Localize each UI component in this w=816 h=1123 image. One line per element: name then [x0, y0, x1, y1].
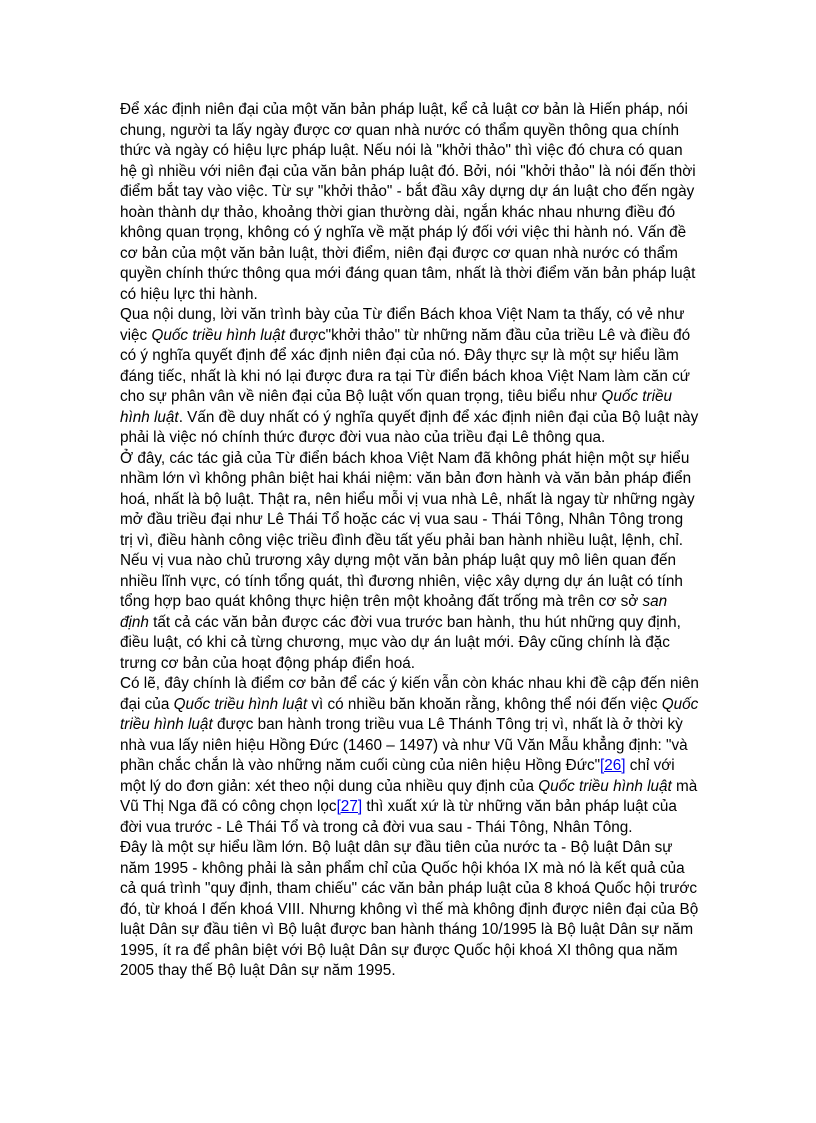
paragraph — [120, 305, 700, 449]
paragraph-text: thì xuất xứ là từ những văn bản pháp luật của đời vua trước - Lê Thái Tổ và trong cả đời vua sau - Thái Tông, Nhân Tông. — [120, 798, 677, 836]
paragraph-text: vì có nhiều băn khoăn rằng, không thể nói đến việc — [307, 695, 662, 713]
paragraph — [120, 674, 700, 838]
paragraph-text: chỉ với một lý do đơn giản: xét theo nội dung của nhiều quy định của — [120, 757, 675, 795]
paragraph-text: được"khởi thảo" từ những năm đầu của triều Lê và điều đó có ý nghĩa quyết định để xác định niên đại của nó. Đây thực sự là một sự hiểu lầm đáng tiếc, nhất là khi nó lại được đưa ra tại Từ điển bách khoa Việt Nam làm căn cứ cho sự phân vân về niên đại của Bộ luật vốn quan trọng, tiêu biểu như — [120, 326, 691, 405]
paragraph-text: tất cả các văn bản được các đời vua trước ban hành, thu hút những quy định, điều luật, có khi cả từng chương, mục vào dự án luật mới. Đây cũng chính là đặc trưng cơ bản của hoạt động pháp điển hoá. — [120, 613, 681, 672]
italic-title: Quốc triều hình luật — [173, 695, 308, 713]
paragraph-text: Có lẽ, đây chính là điểm cơ bản để các ý kiến vẫn còn khác nhau khi đề cập đến niên đại của — [120, 675, 699, 713]
document-body — [120, 100, 700, 982]
italic-title: Quốc triều hình luật — [120, 388, 672, 426]
paragraph — [120, 449, 700, 675]
paragraph-text: Đây là một sự hiểu lầm lớn. Bộ luật dân sự đầu tiên của nước ta - Bộ luật Dân sự năm 1995 - không phải là sản phẩm chỉ của Quốc hội khóa IX mà nó là kết quả của cả quá trình "quy định, tham chiếu" các văn bản pháp luật của 8 khoá Quốc hội trước đó, từ khoá I đến khoá VIII. Nhưng không vì thế mà không định được niên đại của Bộ luật Dân sự đầu tiên vì Bộ luật được ban hành tháng 10/1995 là Bộ luật Dân sự năm 1995, ít ra để phân biệt với Bộ luật Dân sự được Quốc hội khoá XI thông qua năm 2005 thay thế Bộ luật Dân sự năm 1995. — [120, 839, 699, 979]
paragraph-text: Ở đây, các tác giả của Từ điển bách khoa Việt Nam đã không phát hiện một sự hiểu nhầm lớn vì không phân biệt hai khái niệm: văn bản đơn hành và văn bản pháp điển hoá, nhất là bộ luật. Thật ra, nên hiểu mỗi vị vua nhà Lê, nhất là ngay từ những ngày mở đầu triều đại như Lê Thái Tổ hoặc các vị vua sau - Thái Tông, Nhân Tông trong trị vì, điều hành công việc triều đình đều tất yếu phải ban hành nhiều luật, lệnh, chỉ. Nếu vị vua nào chủ trương xây dựng một văn bản pháp luật quy mô liên quan đến nhiều lĩnh vực, có tính tổng quát, thì đương nhiên, việc xây dựng dự án luật có tính tổng hợp bao quát không thực hiện trên một khoảng đất trống mà trên cơ sở — [120, 449, 695, 610]
paragraph-text: được ban hành trong triều vua Lê Thánh Tông trị vì, nhất là ở thời kỳ nhà vua lấy niên hiệu Hồng Đức (1460 – 1497) và như Vũ Văn Mẫu khẳng định: "và phần chắc chắn là vào những năm cuối cùng của niên hiệu Hồng Đức" — [120, 716, 688, 774]
italic-title: Quốc triều hình luật — [120, 695, 699, 733]
paragraph-text: Để xác định niên đại của một văn bản pháp luật, kể cả luật cơ bản là Hiến pháp, nói chung, người ta lấy ngày được cơ quan nhà nước có thẩm quyền thông qua chính thức và ngày có hiệu lực pháp luật. Nếu nói là "khởi thảo" thì việc đó chưa có quan hệ gì nhiều với niên đại của văn bản pháp luật đó. Bởi, nói "khởi thảo" là nói đến thời điểm bắt tay vào việc. Từ sự "khởi thảo" - bắt đầu xây dựng dự án luật cho đến ngày hoàn thành dự thảo, khoảng thời gian thường dài, ngắn khác nhau nhưng điều đó không quan trọng, không có ý nghĩa về mặt pháp lý đối với việc thi hành nó. Vấn đề cơ bản của một văn bản luật, thời điểm, niên đại được cơ quan nhà nước có thẩm quyền chính thức thông qua mới đáng quan tâm, nhất là thời điểm văn bản pháp luật có hiệu lực thi hành. — [120, 101, 696, 303]
footnote-link[interactable]: [26] — [600, 757, 626, 774]
italic-title: Quốc triều hình luật — [538, 777, 672, 795]
paragraph — [120, 100, 700, 305]
paragraph-text: mà Vũ Thị Nga đã có công chọn lọc — [120, 777, 698, 815]
paragraph — [120, 838, 700, 982]
paragraph-text: . Vấn đề duy nhất có ý nghĩa quyết định để xác định niên đại của Bộ luật này phải là việc nó chính thức được đời vua nào của triều đại Lê thông qua. — [120, 408, 699, 446]
italic-title: san định — [120, 593, 668, 631]
footnote-link[interactable]: [27] — [336, 798, 363, 815]
italic-title: Quốc triều hình luật — [151, 326, 285, 344]
paragraph-text: Qua nội dung, lời văn trình bày của Từ điển Bách khoa Việt Nam ta thấy, có vẻ như việc — [120, 306, 685, 344]
